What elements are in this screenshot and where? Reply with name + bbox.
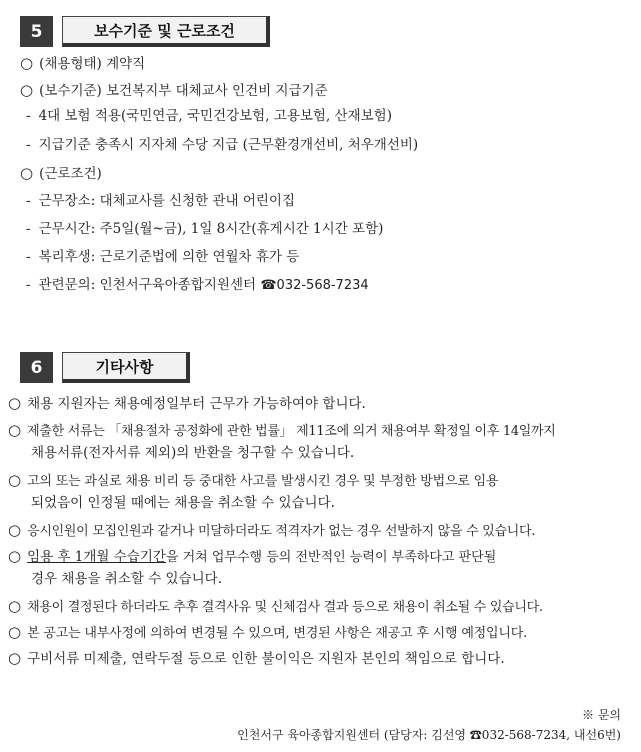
dash-bullet-icon: -: [26, 193, 31, 209]
section-title: 기타사항: [62, 352, 190, 383]
hours-text: 근무시간: 주5일(월~금), 1일 8시간(휴게시간 1시간 포함): [38, 221, 384, 237]
notice-text: 채용 지원자는 채용예정일부터 근무가 가능하여야 합니다.: [27, 396, 366, 412]
circle-bullet-icon: ○: [8, 471, 22, 489]
list-item: [26, 275, 369, 296]
notice-text: 구비서류 미제출, 연락두절 등으로 인한 불이익은 지원자 본인의 책임으로 합니다.: [27, 651, 505, 667]
dash-bullet-icon: -: [26, 277, 31, 293]
circle-bullet-icon: ○: [20, 164, 34, 182]
circle-bullet-icon: ○: [20, 54, 34, 72]
probation-text: 임용 후 1개월 수습기간: [27, 549, 166, 565]
phone-number: ☎032-568-7234: [260, 278, 369, 293]
circle-bullet-icon: ○: [20, 81, 34, 99]
dash-bullet-icon: -: [26, 137, 31, 153]
notice-text: 을 거쳐 업무수행 등의 전반적인 능력이 부족하다고 판단될: [165, 550, 497, 565]
workplace-text: 근무장소: 대체교사를 신청한 관내 어린이집: [38, 193, 296, 209]
notice-text: 채용서류(전자서류 제외)의 반환을 청구할 수 있습니다.: [31, 445, 355, 461]
circle-bullet-icon: ○: [8, 597, 22, 615]
insurance-text: 4대 보험 적용(국민연금, 국민건강보험, 고용보험, 산재보험): [38, 108, 392, 124]
list-item: [26, 191, 295, 211]
list-item-continuation: [31, 443, 354, 463]
section-6-header: [20, 352, 190, 383]
circle-bullet-icon: ○: [8, 521, 22, 539]
circle-bullet-icon: ○: [8, 623, 22, 641]
conditions-title-text: (근로조건): [39, 166, 102, 182]
notice-text: 되었음이 인정될 때에는 채용을 취소할 수 있습니다.: [31, 495, 335, 511]
list-item: [20, 53, 145, 74]
list-item-continuation: [31, 493, 335, 513]
list-item: [8, 520, 535, 542]
section-title: 보수기준 및 근로조건: [62, 16, 270, 47]
circle-bullet-icon: ○: [8, 394, 22, 412]
footer-note: ※ 문의: [582, 708, 621, 722]
section-number: 6: [20, 352, 53, 383]
pay-standard-text: (보수기준) 보건복지부 대체교사 인건비 지급기준: [39, 83, 328, 99]
list-item: [20, 163, 102, 184]
dash-bullet-icon: -: [26, 249, 31, 265]
list-item: [26, 135, 418, 155]
notice-text: 고의 또는 과실로 채용 비리 등 중대한 사고를 발생시킨 경우 및 부정한 방법으로 임용: [27, 474, 499, 489]
dash-bullet-icon: -: [26, 221, 31, 237]
allowance-text: 지급기준 충족시 지자체 수당 지급 (근무환경개선비, 처우개선비): [38, 137, 419, 153]
circle-bullet-icon: ○: [8, 547, 22, 565]
section-5-header: [20, 16, 270, 47]
employment-type-text: (채용형태) 계약직: [39, 56, 146, 72]
circle-bullet-icon: ○: [8, 649, 22, 667]
footer-contact: 인천서구 육아종합지원센터 (담당자: 김선영 ☎032-568-7234, 내선6번): [237, 728, 621, 742]
list-item: [8, 393, 366, 414]
list-item-continuation: [31, 569, 222, 589]
list-item: [20, 80, 328, 101]
notice-text: 제출한 서류는 「채용절차 공정화에 관한 법률」 제11조에 의거 채용여부 확정일 이후 14일까지: [27, 424, 556, 439]
section-number: 5: [20, 16, 53, 47]
list-item: [26, 247, 299, 267]
list-item: [8, 622, 527, 644]
notice-text: 경우 채용을 취소할 수 있습니다.: [31, 571, 222, 587]
notice-text: 본 공고는 내부사정에 의하여 변경될 수 있으며, 변경된 사항은 재공고 후 시행 예정입니다.: [27, 626, 528, 641]
list-item: [8, 470, 498, 492]
notice-text: 채용이 결정된다 하더라도 추후 결격사유 및 신체검사 결과 등으로 채용이 취소될 수 있습니다.: [27, 600, 543, 615]
list-item: [8, 596, 543, 618]
list-item: [26, 219, 383, 239]
list-item: [8, 546, 496, 568]
dash-bullet-icon: -: [26, 108, 31, 124]
circle-bullet-icon: ○: [8, 421, 22, 439]
welfare-text: 복리후생: 근로기준법에 의한 연월차 휴가 등: [38, 249, 300, 265]
list-item: [8, 648, 505, 669]
inquiry-text: 관련문의: 인천서구육아종합지원센터: [38, 277, 257, 293]
list-item: [8, 420, 556, 442]
notice-text: 응시인원이 모집인원과 같거나 미달하더라도 적격자가 없는 경우 선발하지 않을 수 있습니다.: [27, 524, 536, 539]
list-item: [26, 106, 392, 126]
